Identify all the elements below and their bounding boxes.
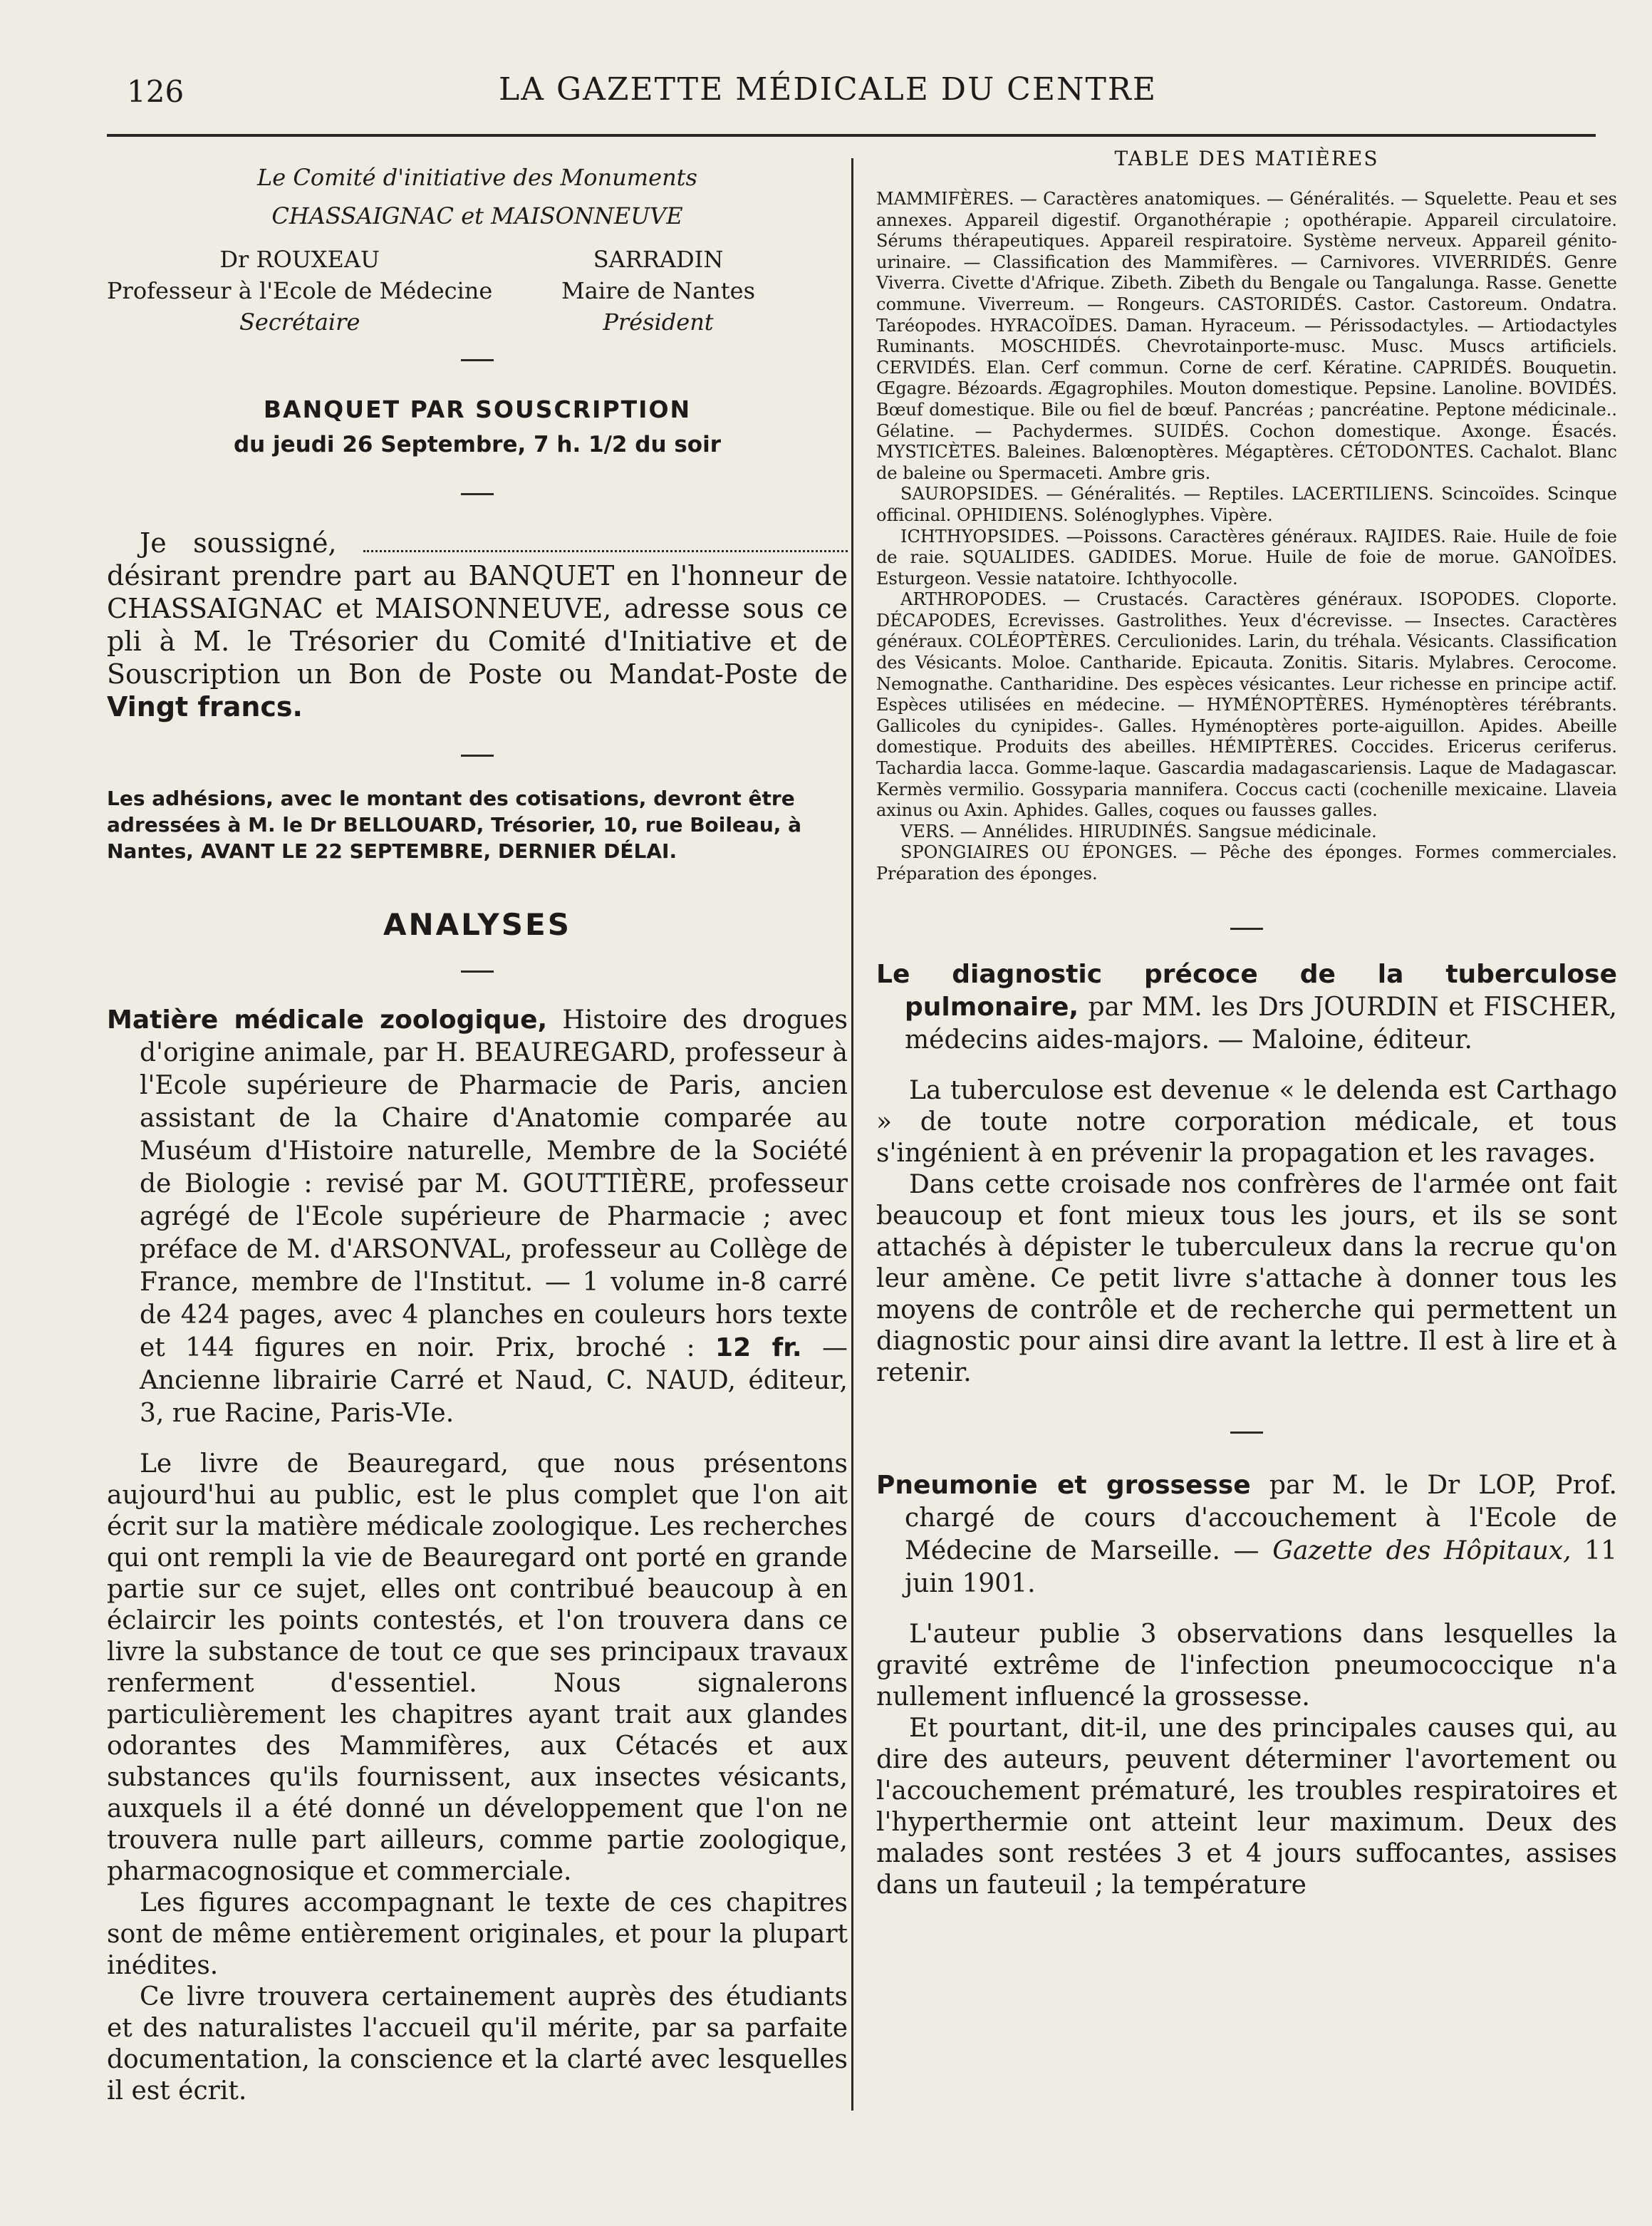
header-rule	[107, 134, 1596, 137]
committee-line-1: Le Comité d'initiative des Monuments	[257, 164, 697, 191]
signature-blank-line[interactable]	[363, 533, 848, 552]
review-1-paragraph: Le livre de Beauregard, que nous présentons aujourd'hui au public, est le plus complet que l'on ait écrit sur la matière médicale zoologique. Les recherches qui ont rempli la vie de Beauregard ont porté en grande partie sur ce sujet, elles ont contribué beaucoup à en éclaircir les points contestés, et l'on trouvera dans ce livre la substance de tout ce que ses principaux travaux renferment d'essentiel. Nous signalerons particulièrement les chapitres ayant trait aux glandes odorantes des Mammifères, aux Cétacés et aux substances qu'ils fournissent, aux insectes vésicants, auxquels il a été donné un développement que l'on ne trouvera nulle part ailleurs, comme partie zoologique, pharmacognosique et commerciale.	[107, 1449, 848, 1886]
left-column	[107, 148, 848, 2107]
separator-dash	[461, 359, 494, 361]
right-column	[876, 148, 1617, 1901]
review-3-paragraph: L'auteur publie 3 observations dans lesquelles la gravité extrême de l'infection pneumococcique n'a nullement influencé la grossesse.	[876, 1619, 1617, 1712]
review-2-citation: par MM. les Drs JOURDIN et FISCHER, médecins aides-majors. — Maloine, éditeur.	[905, 992, 1617, 1055]
toc-entry: ICHTHYOPSIDES. —Poissons. Caractères généraux. RAJIDES. Raie. Huile de foie de raie. SQUALIDES. GADIDES. Morue. Huile de foie de morue. GANOÏDES. Esturgeon. Vessie natatoire. Ichthyocolle.	[876, 526, 1617, 589]
page-number: 126	[127, 74, 185, 109]
banquet-committee	[107, 158, 848, 235]
signatory-left	[107, 244, 492, 338]
review-1-paragraph: Les figures accompagnant le texte de ces chapitres sont de même entièrement originales, et pour la plupart inédites.	[107, 1888, 848, 1980]
form-lead: Je soussigné,	[140, 527, 337, 559]
review-1-publisher: — Ancienne librairie Carré et Naud, C. NAUD, éditeur, 3, rue Racine, Paris-VIe.	[140, 1333, 848, 1428]
toc-entry: SPONGIAIRES OU ÉPONGES. — Pêche des éponges. Formes commerciales. Préparation des éponges.	[876, 842, 1617, 884]
review-1-title: Matière médicale zoologique,	[107, 1005, 548, 1035]
toc-entry: SAUROPSIDES. — Généralités. — Reptiles. LACERTILIENS. Scincoïdes. Scinque officinal. OPHIDIENS. Solénoglyphes. Vipère.	[876, 484, 1617, 525]
review-3-title: Pneumonie et grossesse	[876, 1470, 1251, 1500]
adhesion-note: Les adhésions, avec le montant des cotisations, devront être adressées à M. le Dr BELLOUARD, Trésorier, 10, rue Boileau, à Nantes, AVANT LE 22 SEPTEMBRE, DERNIER DÉLAI.	[107, 787, 802, 863]
review-3-citation: par M. le Dr LOP, Prof. chargé de cours d'accouchement à l'Ecole de Médecine de Marseille. —	[905, 1470, 1617, 1565]
signatory-right-name: SARRADIN	[593, 246, 724, 273]
review-1-citation: Histoire des drogues d'origine animale, par H. BEAUREGARD, professeur à l'Ecole supérieure de Pharmacie de Paris, ancien assistant de la Chaire d'Anatomie comparée au Muséum d'Histoire naturelle, Membre de la Société de Biologie : revisé par M. GOUTTIÈRE, professeur agrégé de l'Ecole supérieure de Pharmacie ; avec préface de M. d'ARSONVAL, professeur au Collège de France, membre de l'Institut. — 1 volume in-8 carré de 424 pages, avec 4 planches en couleurs hors texte et 144 figures en noir. Prix, broché :	[140, 1005, 848, 1362]
banquet-title: BANQUET PAR SOUSCRIPTION	[263, 395, 692, 423]
signatories	[107, 244, 848, 338]
separator-dash	[1230, 928, 1263, 930]
review-3-source: Gazette des Hôpitaux,	[1272, 1536, 1572, 1565]
toc-entry: MAMMIFÈRES. — Caractères anatomiques. — Généralités. — Squelette. Peau et ses annexes. Appareil digestif. Organothérapie ; opothérapie. Appareil circulatoire. Sérums thérapeutiques. Appareil respiratoire. Système nerveux. Appareil génito-urinaire. — Classification des Mammifères. — Carnivores. VIVERRIDÉS. Genre Viverra. Civette d'Afrique. Zibeth. Zibeth du Bengale ou Tangalunga. Rasse. Genette commune. Viverreum. — Rongeurs. CASTORIDÉS. Castor. Castoreum. Ondatra. Taréopodes. HYRACOÏDES. Daman. Hyraceum. — Périssodactyles. — Artiodactyles Ruminants. MOSCHIDÉS. Chevrotainporte-musc. Musc. Muscs artificiels. CERVIDÉS. Elan. Cerf commun. Corne de cerf. Kératine. CAPRIDÉS. Bouquetin. Œgagre. Bézoards. Ægagrophiles. Mouton domestique. Pepsine. Lanoline. BOVIDÉS. Bœuf domestique. Bile ou fiel de bœuf. Pancréas ; pancréatine. Peptone médicinale.. Gélatine. — Pachydermes. SUIDÉS. Cochon domestique. Axonge. Ésacés. MYSTICÈTES. Baleines. Balœnoptères. Mégaptères. CÉTODONTES. Cachalot. Blanc de baleine ou Spermaceti. Ambre gris.	[876, 189, 1617, 483]
signatory-left-title: Secrétaire	[239, 309, 360, 336]
banquet-date: du jeudi 26 Septembre, 7 h. 1/2 du soir	[233, 432, 722, 457]
separator-dash	[461, 970, 494, 973]
signatory-left-name: Dr ROUXEAU	[219, 246, 380, 273]
toc-entry: VERS. — Annélides. HIRUDINÉS. Sangsue médicinale.	[900, 821, 1377, 842]
separator-dash	[461, 493, 494, 495]
section-title-analyses: ANALYSES	[383, 907, 571, 942]
toc-title: TABLE DES MATIÈRES	[1114, 147, 1379, 170]
signatory-right	[561, 244, 755, 338]
review-2-title: Le diagnostic précoce de la tuberculose pulmonaire,	[876, 959, 1617, 1022]
toc-entry: ARTHROPODES. — Crustacés. Caractères généraux. ISOPODES. Cloporte. DÉCAPODES, Ecrevisses. Gastrolithes. Yeux d'écrevisse. — Insectes. Caractères généraux. COLÉOPTÈRES. Cerculionides. Larin, du tréhala. Vésicants. Classification des Vésicants. Moloe. Cantharide. Epicauta. Zonitis. Sitaris. Mylabres. Cerocome. Nemognathe. Cantharidine. Des espèces vésicantes. Leur richesse en principe actif. Espèces utilisées en médecine. — HYMÉNOPTÈRES. Hyménoptères térébrants. Gallicoles du cynipides-. Galles. Hyménoptères porte-aiguillon. Apides. Abeille domestique. Produits des abeilles. HÉMIPTÈRES. Coccides. Ericerus ceriferus. Tachardia lacca. Gomme-laque. Gascardia madagascariensis. Laque de Madagascar. Kermès vermilio. Gossyparia mannifera. Coccus cacti (cochenille mexicaine. Llaveia axinus ou Axin. Aphides. Galles, coques ou fausses galles.	[876, 589, 1617, 821]
table-of-contents	[876, 189, 1617, 885]
review-2-paragraph: La tuberculose est devenue « le delenda est Carthago » de toute notre corporation médicale, et tous s'ingénient à en prévenir la propagation et les ravages.	[876, 1075, 1617, 1168]
review-2-heading	[876, 958, 1617, 1057]
signatory-right-role: Maire de Nantes	[561, 277, 755, 304]
committee-line-2: CHASSAIGNAC et MAISONNEUVE	[271, 202, 683, 229]
review-3-heading	[876, 1469, 1617, 1600]
review-2-paragraph: Dans cette croisade nos confrères de l'armée ont fait beaucoup et font mieux tous les jours, et ils se sont attachés à dépister le tuberculeux dans la recrue qu'on leur amène. Ce petit livre s'attache à donner tous les moyens de contrôle et de recherche qui permettent un diagnostic pour ainsi dire avant la lettre. Il est à lire et à retenir.	[876, 1169, 1617, 1387]
review-3-paragraph: Et pourtant, dit-il, une des principales causes qui, au dire des auteurs, peuvent déterminer l'avortement ou l'accouchement prématuré, les troubles respiratoires et l'hyperthermie ont atteint leur maximum. Deux des malades sont restées 3 et 4 jours suffocantes, assises dans un fauteuil ; la température	[876, 1713, 1617, 1900]
review-1-heading	[107, 1004, 848, 1430]
form-body: désirant prendre part au BANQUET en l'honneur de CHASSAIGNAC et MAISONNEUVE, adresse sous ce pli à M. le Trésorier du Comité d'Initiative et de Souscription un Bon de Poste ou Mandat-Poste de	[107, 560, 848, 690]
review-1-price: 12 fr.	[715, 1333, 802, 1362]
separator-dash	[461, 755, 494, 757]
subscription-form	[107, 527, 848, 723]
column-divider	[851, 158, 853, 2111]
separator-dash	[1230, 1432, 1263, 1434]
form-amount: Vingt francs.	[107, 691, 303, 723]
signatory-right-title: Président	[603, 309, 714, 336]
signatory-left-role: Professeur à l'Ecole de Médecine	[107, 277, 493, 304]
journal-title: LA GAZETTE MÉDICALE DU CENTRE	[499, 71, 1158, 108]
review-1-paragraph: Ce livre trouvera certainement auprès des étudiants et des naturalistes l'accueil qu'il mérite, par sa parfaite documentation, la conscience et la clarté avec lesquelles il est écrit.	[107, 1982, 848, 2106]
review-3-date: 11 juin 1901.	[905, 1536, 1617, 1598]
